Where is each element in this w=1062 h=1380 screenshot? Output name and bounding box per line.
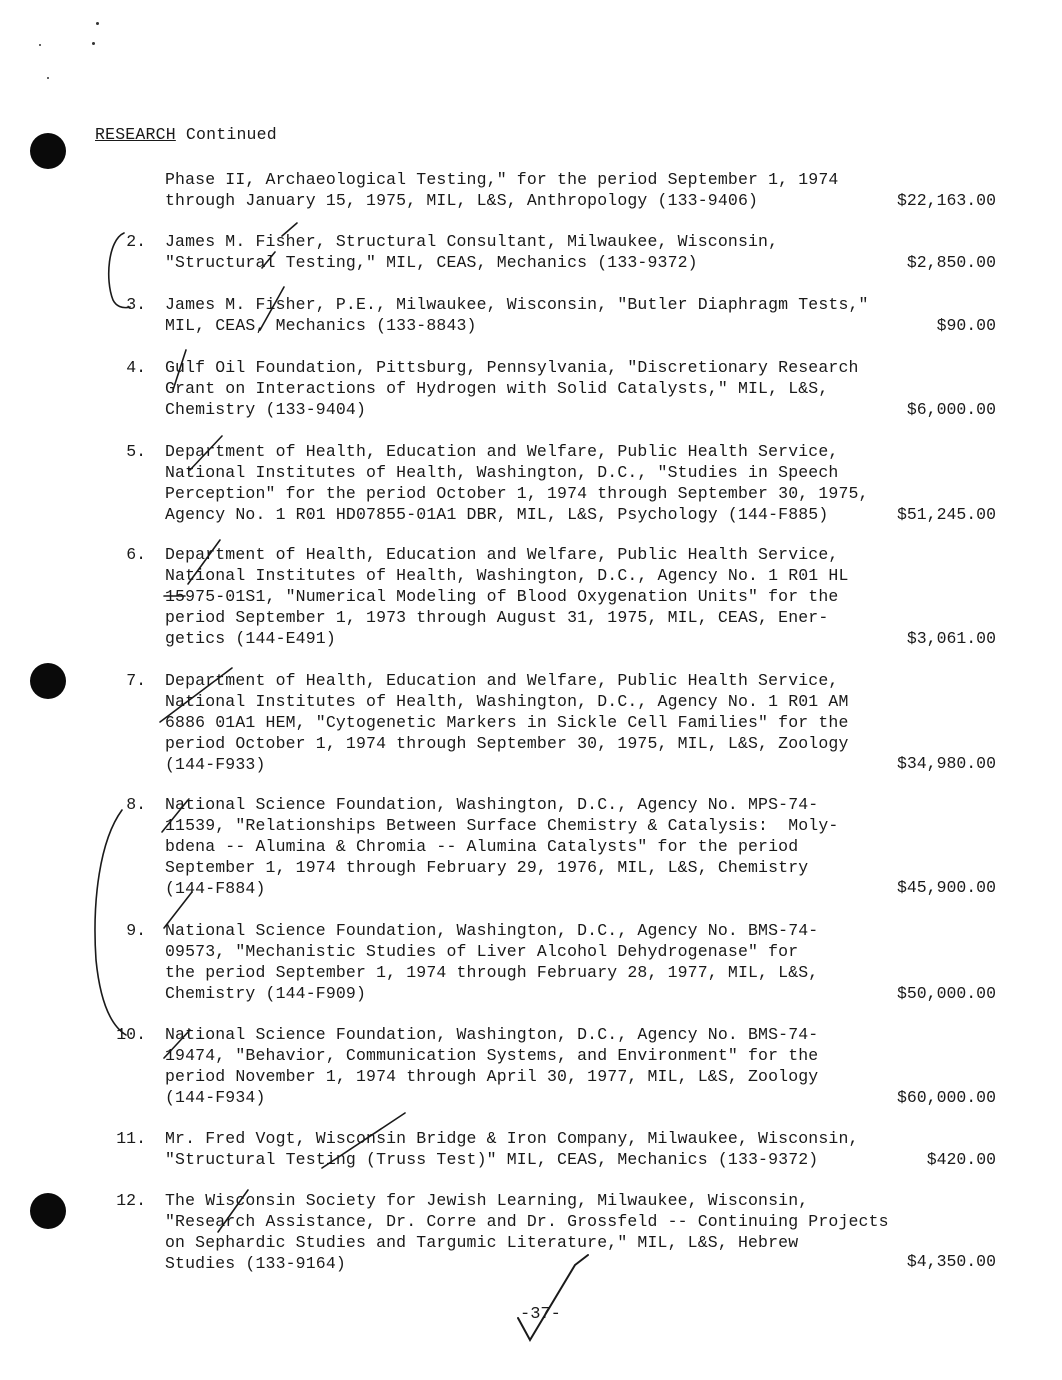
grant-amount: $34,980.00 (896, 754, 996, 773)
grant-amount: $50,000.00 (896, 984, 996, 1003)
grant-amount: $3,061.00 (906, 629, 996, 648)
binder-hole-middle (30, 663, 66, 699)
entry-number: 6. (126, 545, 146, 564)
grant-description: Mr. Fred Vogt, Wisconsin Bridge & Iron Company, Milwaukee, Wisconsin, "Structural Testing (Truss Test)" MIL, CEAS, Mechanics (133-9372) (165, 1129, 859, 1169)
entry-number: 5. (126, 442, 146, 461)
entry-number: 8. (126, 795, 146, 814)
grant-description: The Wisconsin Society for Jewish Learning, Milwaukee, Wisconsin, "Research Assistance, Dr. Corre and Dr. Grossfeld -- Continuing Projects on Sephardic Studies and Targumic Literature," MIL, L&S, Hebrew Studies (133-9164) (165, 1191, 889, 1273)
grant-description: Department of Health, Education and Welfare, Public Health Service, National Institutes of Health, Washington, D.C., Agency No. 1 R01 AM 6886 01A1 HEM, "Cytogenetic Markers in Sickle Cell Families" for the period October 1, 1974 through September 30, 1975, MIL, L&S, Zoology (144-F933) (165, 671, 849, 774)
grant-description: Department of Health, Education and Welfare, Public Health Service, National Institutes of Health, Washington, D.C., Agency No. 1 R01 HL 15975-01S1, "Numerical Modeling of Blood Oxygenation Units" for the period September 1, 1973 through August 31, 1975, MIL, CEAS, Ener- getics (144-E491) (165, 545, 849, 648)
grant-amount: $420.00 (926, 1150, 996, 1169)
grant-amount: $2,850.00 (906, 253, 996, 272)
grant-description: National Science Foundation, Washington, D.C., Agency No. BMS-74- 19474, "Behavior, Communication Systems, and Environment" for the period November 1, 1974 through April 30, 1977, MIL, L&S, Zoology (144-F934) (165, 1025, 819, 1107)
grant-amount: $6,000.00 (906, 400, 996, 419)
scan-speck (39, 44, 41, 46)
entry-number: 10. (116, 1025, 146, 1044)
grant-description: National Science Foundation, Washington, D.C., Agency No. BMS-74- 09573, "Mechanistic Studies of Liver Alcohol Dehydrogenase" for the period September 1, 1974 through February 28, 1977, MIL, L&S, Chemistry (144-F909) (165, 921, 819, 1003)
scan-speck (92, 42, 95, 45)
grant-description: National Science Foundation, Washington, D.C., Agency No. MPS-74- 11539, "Relationships Between Surface Chemistry & Catalysis: Moly- bdena -- Alumina & Chromia -- Alumina Catalysts" for the period September 1, 1974 through February 29, 1976, MIL, L&S, Chemistry (144-F884) (165, 795, 839, 898)
grant-amount: $51,245.00 (896, 505, 996, 524)
grant-amount: $60,000.00 (896, 1088, 996, 1107)
entry-number: 4. (126, 358, 146, 377)
entry-number: 3. (126, 295, 146, 314)
scan-speck (47, 77, 49, 79)
grant-amount: $22,163.00 (896, 191, 996, 210)
entry-number: 7. (126, 671, 146, 690)
grant-amount: $90.00 (936, 316, 996, 335)
grant-description: Gulf Oil Foundation, Pittsburg, Pennsylvania, "Discretionary Research Grant on Interactions of Hydrogen with Solid Catalysts," MIL, L&S, Chemistry (133-9404) (165, 358, 859, 419)
grant-amount: $4,350.00 (906, 1252, 996, 1271)
page-number: -37- (520, 1305, 561, 1324)
grant-description: James M. Fisher, P.E., Milwaukee, Wisconsin, "Butler Diaphragm Tests," MIL, CEAS, Mechanics (133-8843) (165, 295, 869, 335)
binder-hole-top (30, 133, 66, 169)
scan-speck (96, 22, 99, 25)
section-heading-continued: Continued (175, 125, 277, 144)
entry-number: 11. (116, 1129, 146, 1148)
entry-number: 12. (116, 1191, 146, 1210)
grant-description: Phase II, Archaeological Testing," for the period September 1, 1974 through January 15, 1975, MIL, L&S, Anthropology (133-9406) (165, 170, 839, 210)
section-heading (95, 125, 277, 144)
grant-description: Department of Health, Education and Welfare, Public Health Service, National Institutes of Health, Washington, D.C., "Studies in Speech Perception" for the period October 1, 1974 through September 30, 1975, Agency No. 1 R01 HD07855-01A1 DBR, MIL, L&S, Psychology (144-F885) (165, 442, 869, 524)
binder-hole-bottom (30, 1193, 66, 1229)
grant-amount: $45,900.00 (896, 878, 996, 897)
entry-number: 2. (126, 232, 146, 251)
grant-description: James M. Fisher, Structural Consultant, Milwaukee, Wisconsin, "Structural Testing," MIL, CEAS, Mechanics (133-9372) (165, 232, 779, 272)
section-heading-underlined: RESEARCH (95, 125, 176, 144)
entry-number: 9. (126, 921, 146, 940)
